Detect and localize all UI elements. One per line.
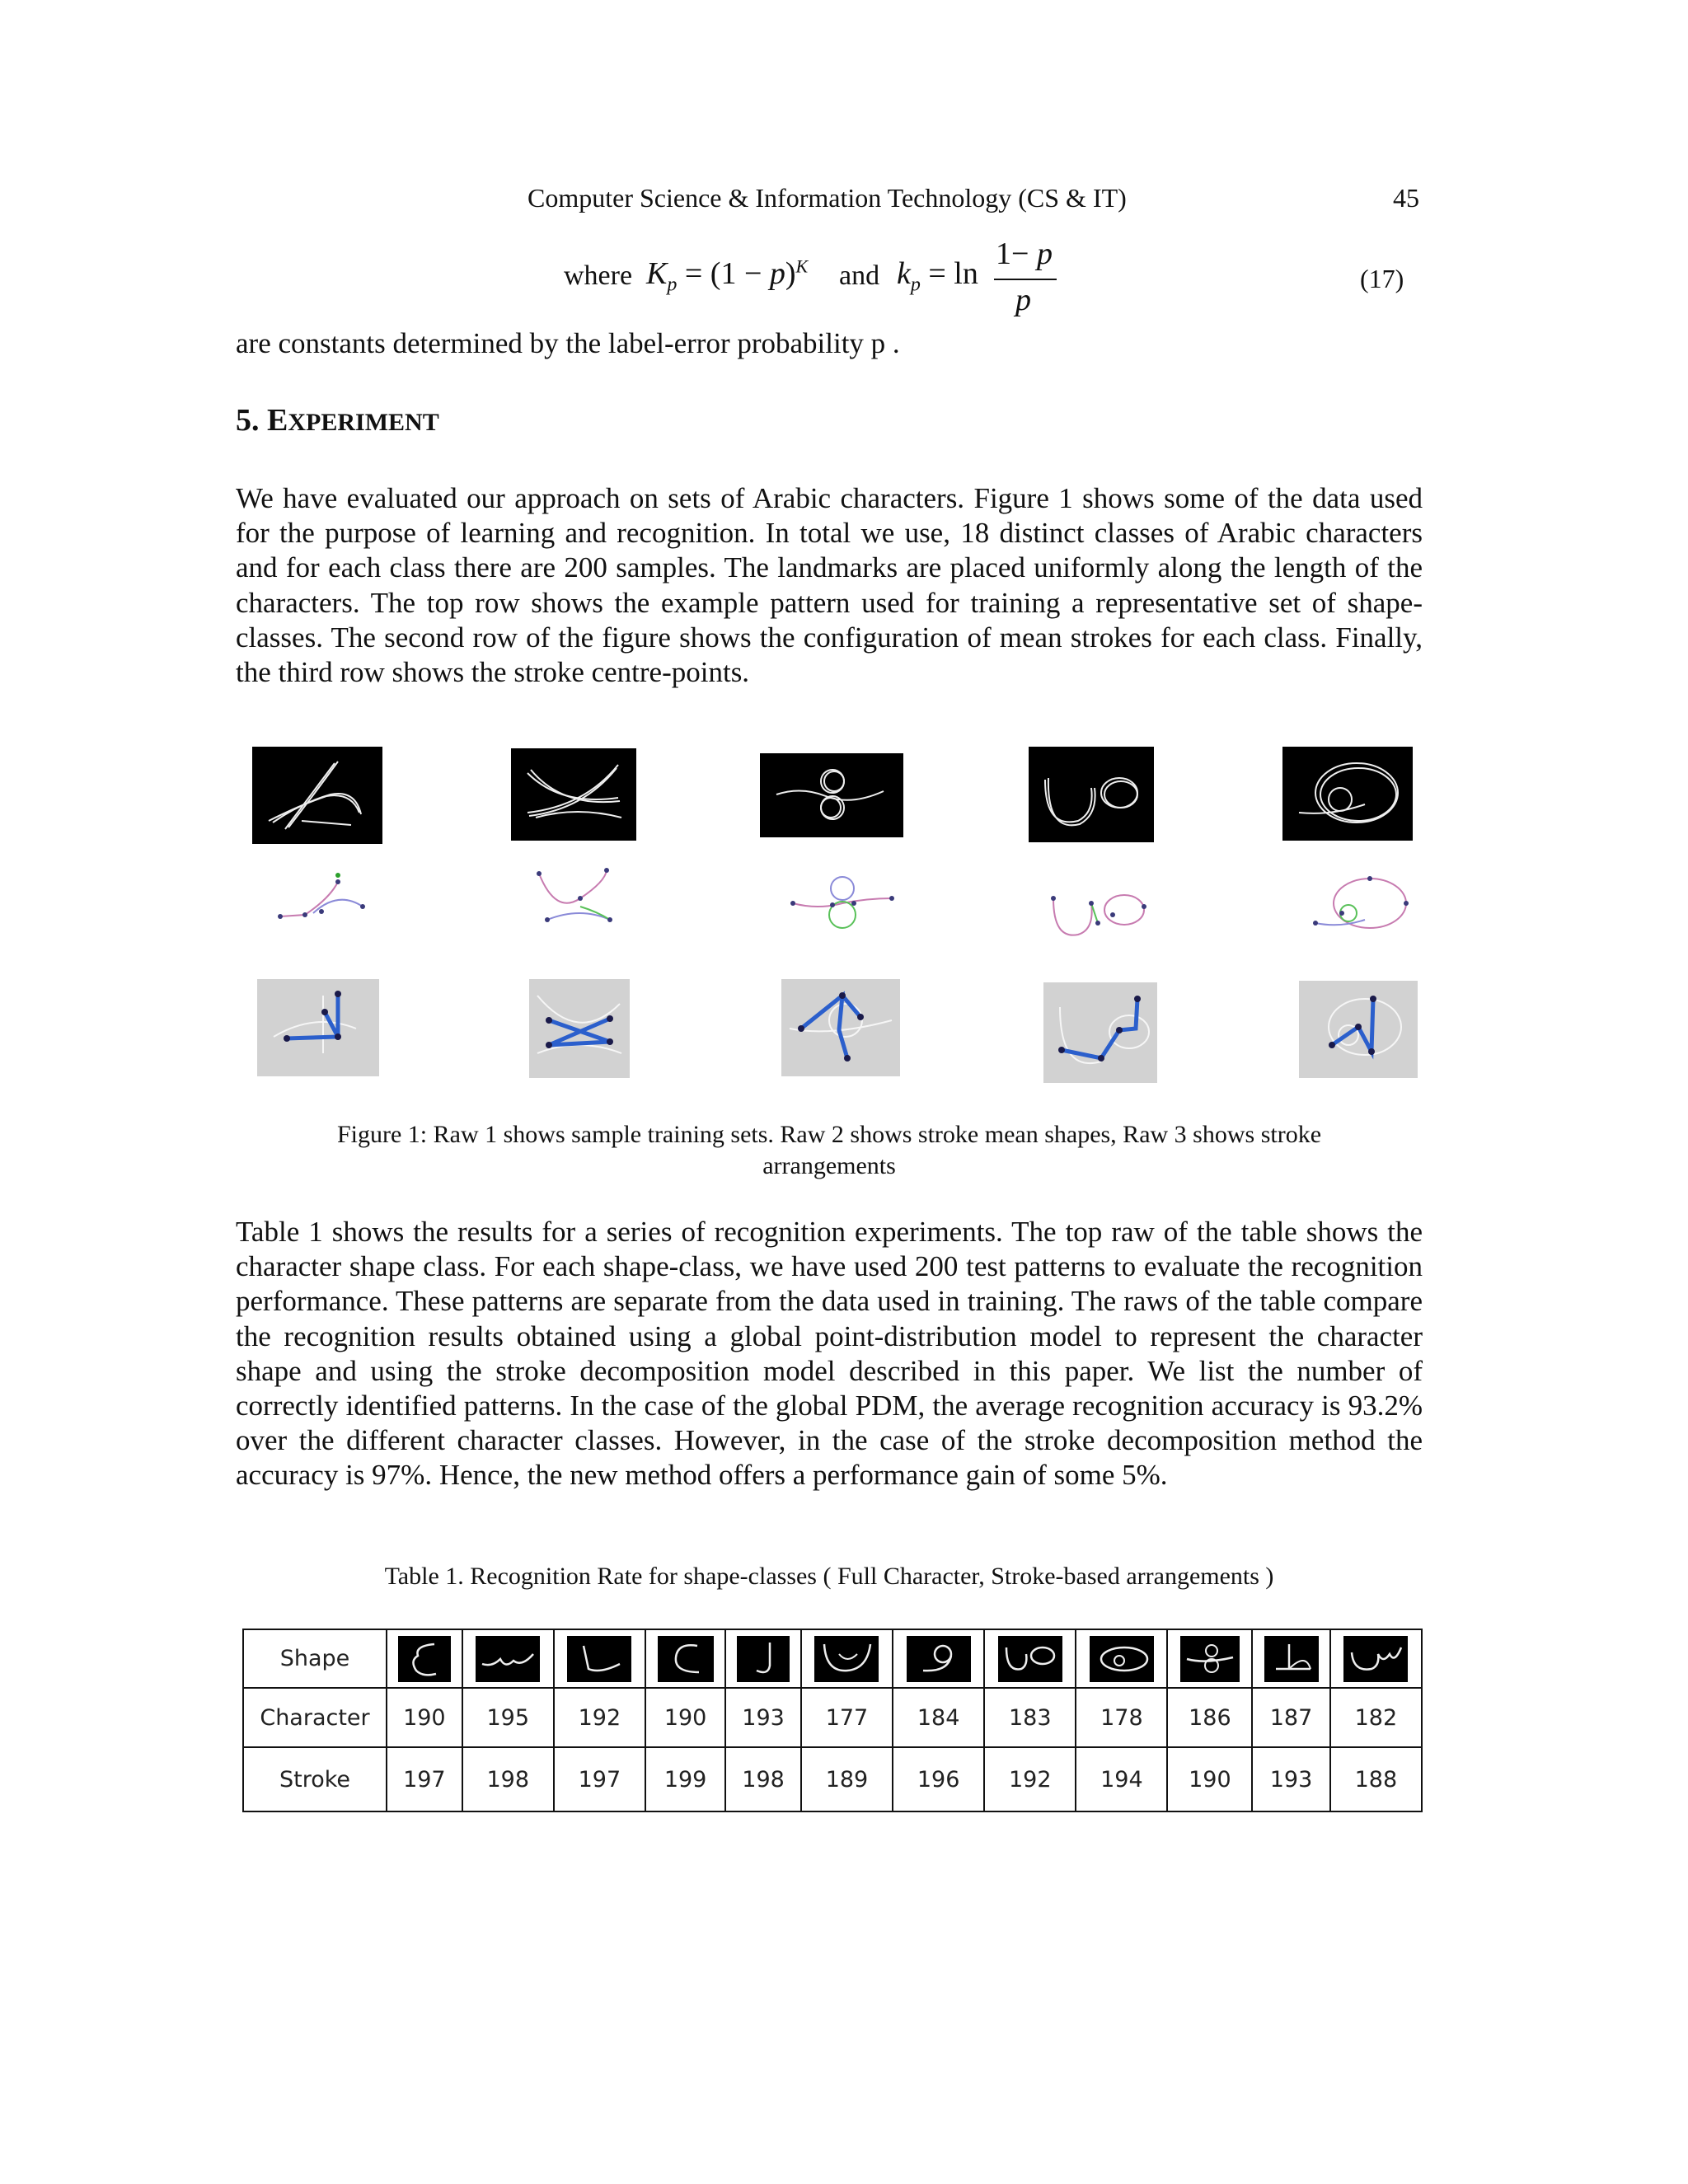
eq-where: where bbox=[564, 260, 633, 291]
shape-cell-1 bbox=[387, 1629, 462, 1688]
shape-cell-2 bbox=[462, 1629, 554, 1688]
running-header: Computer Science & Information Technology (CS & IT) bbox=[528, 183, 1127, 213]
stroke-cell: 194 bbox=[1076, 1747, 1167, 1811]
mean-shape-5 bbox=[1307, 874, 1414, 936]
equation-number: (17) bbox=[1360, 264, 1404, 293]
section-title-first: E bbox=[267, 403, 288, 438]
figure-1 bbox=[0, 0, 1688, 1088]
row-label-stroke: Stroke bbox=[243, 1747, 387, 1811]
stroke-cell: 188 bbox=[1330, 1747, 1422, 1811]
page-number: 45 bbox=[1393, 183, 1419, 213]
shape-glyph-5 bbox=[737, 1636, 790, 1682]
paragraph-results: Table 1 shows the results for a series of recognition experiments. The top raw of the table shows the character shape class. For each shape-class, we have used 200 test patterns to evaluate the recognition performance. These patterns are separate from the data used in training. The raws of the table compare the recognition results obtained using a global point-distribution model to represent the character shape and using the stroke decomposition model described in this paper. We list the number of correctly identified patterns. In the case of the global PDM, the average recognition accuracy is 93.2% over the different character classes. However, in the case of the stroke decomposition method the accuracy is 97%. Hence, the new method offers a performance gain of some 5%. bbox=[236, 1216, 1423, 1492]
results-table bbox=[242, 1629, 1423, 1812]
character-cell: 195 bbox=[462, 1688, 554, 1747]
character-cell: 184 bbox=[893, 1688, 984, 1747]
shape-glyph-1 bbox=[398, 1636, 451, 1682]
shape-cell-3 bbox=[554, 1629, 645, 1688]
stroke-arrangement-1 bbox=[257, 979, 379, 1076]
eq-and: and bbox=[839, 260, 880, 291]
eq-kp-formula: $K_p = (1 - p)^K$ bbox=[646, 255, 809, 296]
character-cell: 190 bbox=[645, 1688, 725, 1747]
shape-glyph-12 bbox=[1343, 1636, 1408, 1682]
mean-shape-3 bbox=[785, 874, 902, 940]
character-cell: 193 bbox=[725, 1688, 801, 1747]
stroke-cell: 197 bbox=[387, 1747, 462, 1811]
mean-shape-1 bbox=[272, 865, 371, 923]
eq-fraction-numerator: 1− p bbox=[996, 237, 1053, 271]
stroke-cell: 198 bbox=[462, 1747, 554, 1811]
training-sample-4 bbox=[1029, 747, 1154, 842]
shape-cell-10 bbox=[1167, 1629, 1252, 1688]
mean-shape-2 bbox=[531, 865, 621, 926]
paragraph-experiment: We have evaluated our approach on sets of Arabic characters. Figure 1 shows some of the data used for the purpose of learning and recognition. In total we use, 18 distinct classes of Arabic characters and for each class there are 200 samples. The landmarks are placed uniformly along the length of the characters. The top row shows the example pattern used for training a representative set of shape-classes. The second row of the figure shows the configuration of mean strokes for each class. Finally, the third row shows the stroke centre-points. bbox=[236, 482, 1423, 689]
training-sample-5 bbox=[1282, 747, 1413, 841]
stroke-cell: 199 bbox=[645, 1747, 725, 1811]
shape-glyph-11 bbox=[1264, 1636, 1319, 1682]
character-cell: 187 bbox=[1252, 1688, 1329, 1747]
character-cell: 182 bbox=[1330, 1688, 1422, 1747]
stroke-cell: 198 bbox=[725, 1747, 801, 1811]
figure-caption-line-2: arrangements bbox=[762, 1152, 896, 1179]
figure-caption bbox=[236, 1119, 1423, 1182]
stroke-cell: 196 bbox=[893, 1747, 984, 1811]
section-title-rest: XPERIMENT bbox=[288, 409, 439, 436]
character-cell: 177 bbox=[801, 1688, 893, 1747]
table-caption: Table 1. Recognition Rate for shape-classes ( Full Character, Stroke-based arrangements ) bbox=[384, 1563, 1274, 1590]
eq-kp-small-formula: $k_p = \ln$ bbox=[897, 256, 978, 296]
shape-cell-7 bbox=[893, 1629, 984, 1688]
stroke-cell: 193 bbox=[1252, 1747, 1329, 1811]
figure-caption-line-1: Figure 1: Raw 1 shows sample training sets. Raw 2 shows stroke mean shapes, Raw 3 shows stroke bbox=[336, 1121, 1322, 1148]
training-sample-2 bbox=[511, 748, 636, 841]
character-cell: 190 bbox=[387, 1688, 462, 1747]
stroke-cell: 190 bbox=[1167, 1747, 1252, 1811]
table-row-character bbox=[243, 1688, 1422, 1747]
table-row-stroke bbox=[243, 1747, 1422, 1811]
shape-cell-12 bbox=[1330, 1629, 1422, 1688]
section-number: 5. bbox=[236, 403, 260, 438]
shape-glyph-9 bbox=[1090, 1636, 1154, 1682]
shape-cell-6 bbox=[801, 1629, 893, 1688]
shape-glyph-7 bbox=[907, 1636, 971, 1682]
row-label-shape: Shape bbox=[243, 1629, 387, 1688]
training-sample-3 bbox=[760, 753, 903, 837]
stroke-arrangement-4 bbox=[1043, 982, 1157, 1083]
shape-glyph-8 bbox=[998, 1636, 1062, 1682]
table-row-shape bbox=[243, 1629, 1422, 1688]
shape-cell-4 bbox=[645, 1629, 725, 1688]
stroke-cell: 197 bbox=[554, 1747, 645, 1811]
stroke-arrangement-2 bbox=[529, 979, 630, 1078]
shape-cell-8 bbox=[984, 1629, 1076, 1688]
eq-fraction-denominator: p bbox=[1015, 283, 1031, 317]
row-label-character: Character bbox=[243, 1688, 387, 1747]
character-cell: 192 bbox=[554, 1688, 645, 1747]
character-cell: 186 bbox=[1167, 1688, 1252, 1747]
mean-shape-4 bbox=[1045, 882, 1152, 940]
character-cell: 178 bbox=[1076, 1688, 1167, 1747]
stroke-cell: 189 bbox=[801, 1747, 893, 1811]
shape-glyph-2 bbox=[476, 1636, 540, 1682]
shape-cell-11 bbox=[1252, 1629, 1329, 1688]
shape-glyph-4 bbox=[658, 1636, 714, 1682]
shape-cell-5 bbox=[725, 1629, 801, 1688]
training-sample-1 bbox=[252, 747, 382, 844]
stroke-cell: 192 bbox=[984, 1747, 1076, 1811]
shape-glyph-10 bbox=[1180, 1636, 1240, 1682]
stroke-arrangement-5 bbox=[1299, 981, 1418, 1078]
shape-glyph-3 bbox=[567, 1636, 631, 1682]
character-cell: 183 bbox=[984, 1688, 1076, 1747]
shape-cell-9 bbox=[1076, 1629, 1167, 1688]
paragraph-constants: are constants determined by the label-error probability p . bbox=[236, 327, 900, 359]
shape-glyph-6 bbox=[814, 1636, 879, 1682]
stroke-arrangement-3 bbox=[781, 979, 900, 1076]
